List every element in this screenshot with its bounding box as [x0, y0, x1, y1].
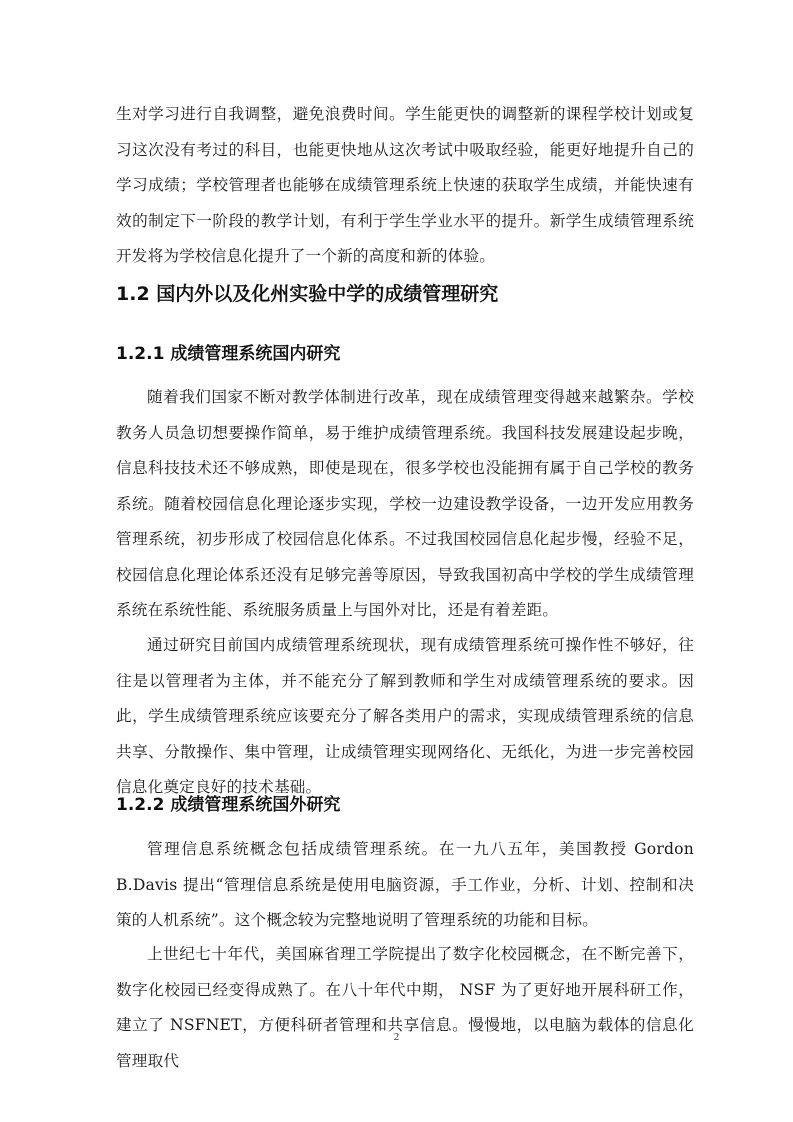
subsection-heading-1-2-2: 1.2.2 成绩管理系统国外研究 [116, 795, 341, 815]
paragraph-foreign-research-1: 管理信息系统概念包括成绩管理系统。在一九八五年，美国教授 Gordon B.Davis 提出“管理信息系统是使用电脑资源，手工作业，分析、计划、控制和决策的人机系统”。这个概念较为完整地说明了管理系统的功能和目标。 [116, 840, 694, 929]
paragraph-foreign-research-2: 上世纪七十年代，美国麻省理工学院提出了数字化校园概念，在不断完善下，数字化校园已经变得成熟了。在八十年代中期， NSF 为了更好地开展科研工作，建立了 NSFNET，方便科研者管理和共享信息。慢慢地，以电脑为载体的信息化管理取代 [116, 945, 694, 1070]
subsection-heading-1-2-1: 1.2.1 成绩管理系统国内研究 [116, 344, 341, 364]
paragraph-intro-continued: 生对学习进行自我调整，避免浪费时间。学生能更快的调整新的课程学校计划或复习这次没有考过的科目，也能更快地从这次考试中吸取经验，能更好地提升自己的学习成绩；学校管理者也能够在成绩管理系统上快速的获取学生成绩，并能快速有效的制定下一阶段的教学计划，有利于学生学业水平的提升。新学生成绩管理系统开发将为学校信息化提升了一个新的高度和新的体验。 [116, 105, 694, 265]
paragraph-domestic-research-1: 随着我们国家不断对教学体制进行改革，现在成绩管理变得越来越繁杂。学校教务人员急切想要操作简单，易于维护成绩管理系统。我国科技发展建设起步晚，信息科技技术还不够成熟，即使是现在，很多学校也没能拥有属于自己学校的教务系统。随着校园信息化理论逐步实现，学校一边建设教学设备，一边开发应用教务管理系统，初步形成了校园信息化体系。不过我国校园信息化起步慢，经验不足，校园信息化理论体系还没有足够完善等原因，导致我国初高中学校的学生成绩管理系统在系统性能、系统服务质量上与国外对比，还是有着差距。 [116, 388, 694, 619]
paragraph-domestic-research-2: 通过研究目前国内成绩管理系统现状，现有成绩管理系统可操作性不够好，往往是以管理者为主体，并不能充分了解到教师和学生对成绩管理系统的要求。因此，学生成绩管理系统应该要充分了解各类用户的需求，实现成绩管理系统的信息共享、分散操作、集中管理，让成绩管理实现网络化、无纸化，为进一步完善校园信息化奠定良好的技术基础。 [116, 636, 694, 796]
section-heading-1-2: 1.2 国内外以及化州实验中学的成绩管理研究 [116, 283, 499, 305]
page-number: 2 [393, 1031, 400, 1043]
